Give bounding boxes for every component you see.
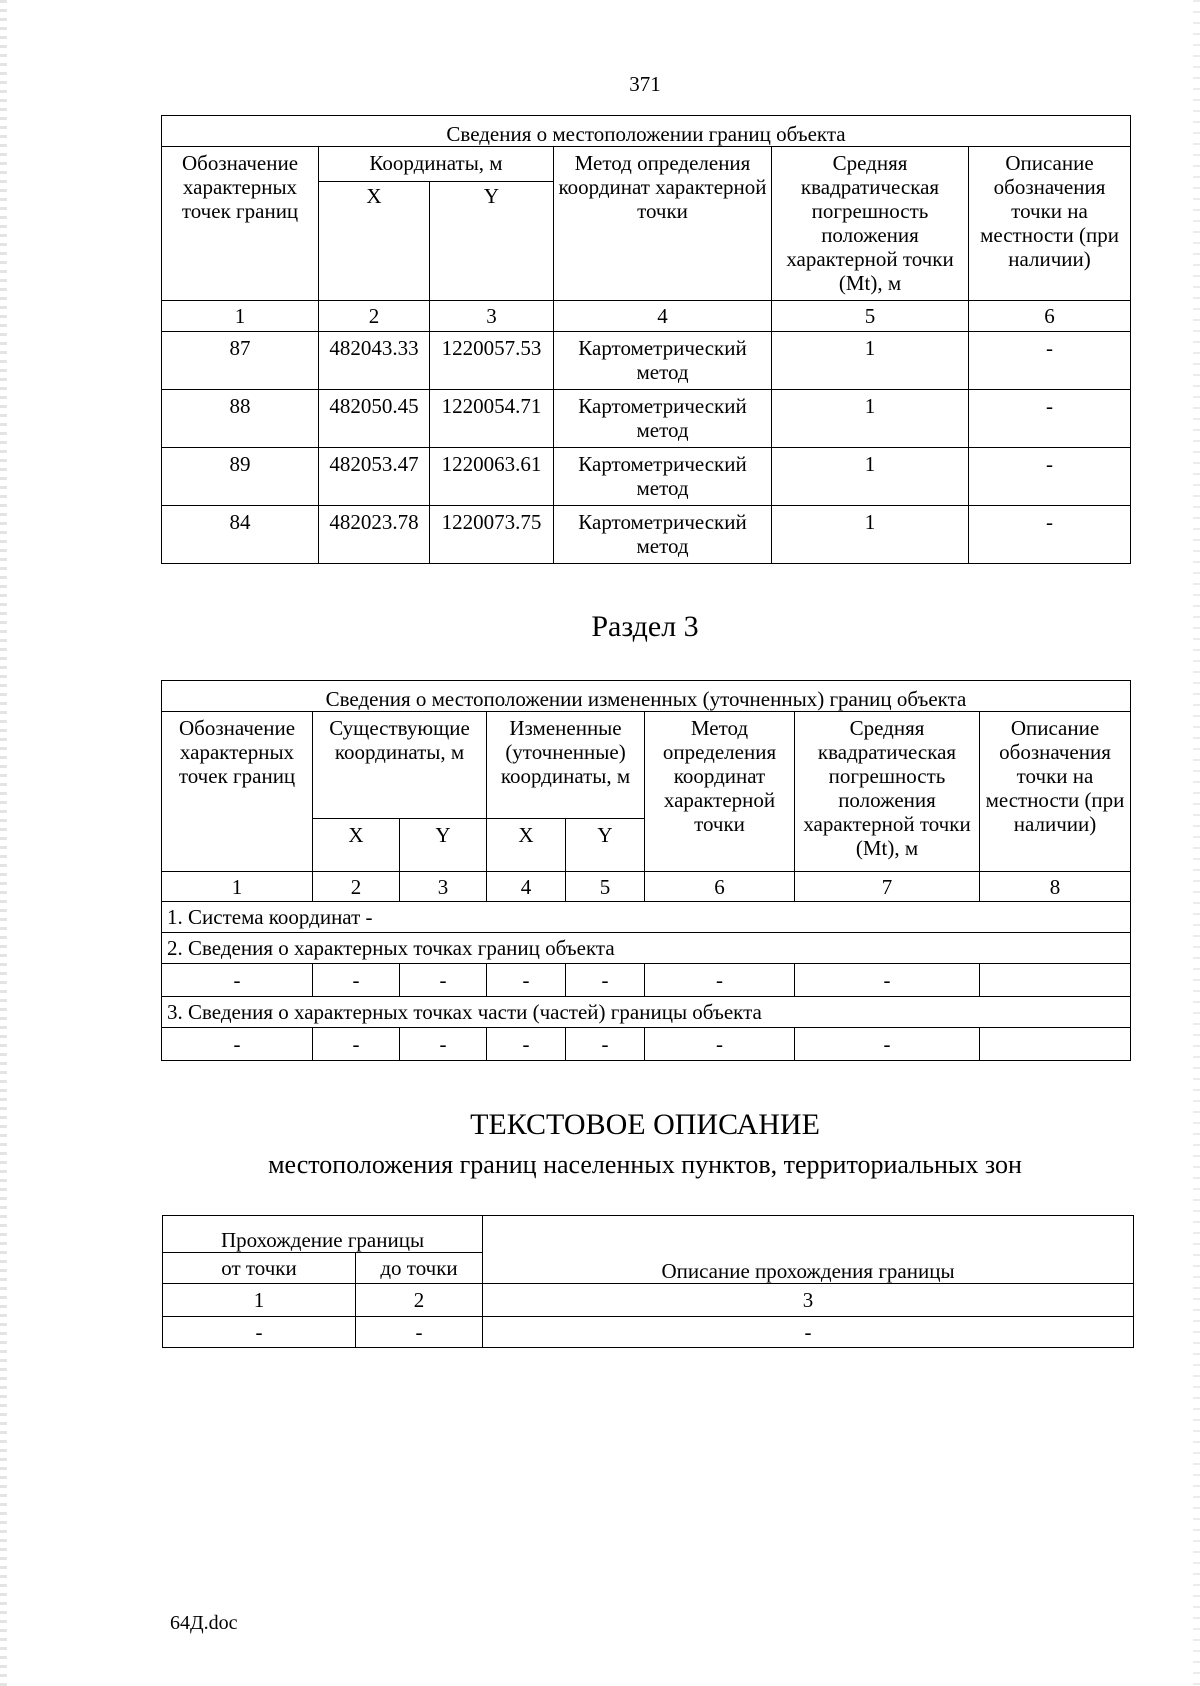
dash-cell: - xyxy=(400,1028,487,1061)
dash-cell: - xyxy=(487,1028,566,1061)
column-numbers-row xyxy=(162,301,1131,332)
x-cell: 482050.45 xyxy=(319,390,430,448)
header-passage: Прохождение границы xyxy=(163,1216,483,1253)
header-coordinates: Координаты, м xyxy=(319,147,554,182)
page-scan-edge-right xyxy=(1193,0,1200,1686)
header-changed-y: Y xyxy=(566,819,645,872)
point-cell: 87 xyxy=(162,332,319,390)
description-cell: - xyxy=(969,506,1131,564)
header-existing-coordinates: Существующие координаты, м xyxy=(313,712,487,819)
table-title: Сведения о местоположении измененных (уточненных) границ объекта xyxy=(162,681,1131,712)
page-number: 371 xyxy=(629,72,661,96)
dash-cell: - xyxy=(483,1317,1134,1348)
header-existing-x: X xyxy=(313,819,400,872)
y-cell: 1220057.53 xyxy=(430,332,554,390)
footer-filename: 64Д.doc xyxy=(170,1612,238,1634)
dash-cell: - xyxy=(795,1028,980,1061)
table-row xyxy=(162,506,1131,564)
description-cell: - xyxy=(969,332,1131,390)
header-passage-description: Описание прохождения границы xyxy=(483,1216,1134,1284)
column-numbers-row xyxy=(162,872,1131,902)
column-number: 8 xyxy=(980,872,1131,902)
header-changed-coordinates: Измененные (уточненные) координаты, м xyxy=(487,712,645,819)
x-cell: 482043.33 xyxy=(319,332,430,390)
point-cell: 84 xyxy=(162,506,319,564)
dash-cell: - xyxy=(313,1028,400,1061)
table-row xyxy=(163,1317,1134,1348)
error-cell: 1 xyxy=(772,506,969,564)
boundary-points-heading: 2. Сведения о характерных точках границ объекта xyxy=(162,933,1131,964)
header-designation: Обозначение характерных точек границ xyxy=(162,712,313,872)
dash-cell: - xyxy=(645,1028,795,1061)
y-cell: 1220063.61 xyxy=(430,448,554,506)
error-cell: 1 xyxy=(772,448,969,506)
column-number: 6 xyxy=(969,301,1131,332)
dash-cell: - xyxy=(313,964,400,997)
column-number: 1 xyxy=(162,301,319,332)
error-cell: 1 xyxy=(772,390,969,448)
column-number: 3 xyxy=(430,301,554,332)
table-row xyxy=(162,448,1131,506)
column-number: 6 xyxy=(645,872,795,902)
empty-cell xyxy=(980,1028,1131,1061)
column-number: 7 xyxy=(795,872,980,902)
text-description-title: ТЕКСТОВОЕ ОПИСАНИЕ xyxy=(470,1108,820,1141)
x-cell: 482053.47 xyxy=(319,448,430,506)
point-cell: 89 xyxy=(162,448,319,506)
table-row xyxy=(162,1028,1131,1061)
boundary-location-table xyxy=(161,115,1131,564)
table-row xyxy=(162,332,1131,390)
dash-cell: - xyxy=(795,964,980,997)
changed-boundary-table xyxy=(161,680,1131,1061)
boundary-passage-table xyxy=(162,1215,1134,1348)
coordinate-system-row: 1. Система координат - xyxy=(162,902,1131,933)
header-existing-y: Y xyxy=(400,819,487,872)
dash-cell: - xyxy=(566,1028,645,1061)
method-cell: Картометрический метод xyxy=(554,332,772,390)
header-changed-x: X xyxy=(487,819,566,872)
column-number: 1 xyxy=(162,872,313,902)
header-description: Описание обозначения точки на местности (при наличии) xyxy=(980,712,1131,872)
page-scan-edge-left xyxy=(0,0,7,1686)
description-cell: - xyxy=(969,390,1131,448)
table-title: Сведения о местоположении границ объекта xyxy=(162,116,1131,147)
column-number: 2 xyxy=(319,301,430,332)
description-cell: - xyxy=(969,448,1131,506)
header-y: Y xyxy=(430,182,554,301)
dash-cell: - xyxy=(645,964,795,997)
dash-cell: - xyxy=(163,1317,356,1348)
column-number: 2 xyxy=(313,872,400,902)
column-number: 5 xyxy=(772,301,969,332)
point-cell: 88 xyxy=(162,390,319,448)
empty-cell xyxy=(980,964,1131,997)
header-error: Средняя квадратическая погрешность положения характерной точки (Mt), м xyxy=(795,712,980,872)
column-numbers-row xyxy=(163,1284,1134,1317)
error-cell: 1 xyxy=(772,332,969,390)
section-title: Раздел 3 xyxy=(591,610,699,643)
y-cell: 1220054.71 xyxy=(430,390,554,448)
dash-cell: - xyxy=(487,964,566,997)
header-method: Метод определения координат характерной точки xyxy=(645,712,795,872)
column-number: 5 xyxy=(566,872,645,902)
x-cell: 482023.78 xyxy=(319,506,430,564)
header-from-point: от точки xyxy=(163,1253,356,1284)
method-cell: Картометрический метод xyxy=(554,390,772,448)
header-description: Описание обозначения точки на местности (при наличии) xyxy=(969,147,1131,301)
column-number: 1 xyxy=(163,1284,356,1317)
column-number: 3 xyxy=(400,872,487,902)
y-cell: 1220073.75 xyxy=(430,506,554,564)
column-number: 4 xyxy=(487,872,566,902)
header-x: X xyxy=(319,182,430,301)
header-error: Средняя квадратическая погрешность положения характерной точки (Mt), м xyxy=(772,147,969,301)
column-number: 2 xyxy=(356,1284,483,1317)
header-method: Метод определения координат характерной точки xyxy=(554,147,772,301)
dash-cell: - xyxy=(162,1028,313,1061)
dash-cell: - xyxy=(356,1317,483,1348)
table-row xyxy=(162,964,1131,997)
table-row xyxy=(162,390,1131,448)
header-designation: Обозначение характерных точек границ xyxy=(162,147,319,301)
dash-cell: - xyxy=(162,964,313,997)
column-number: 4 xyxy=(554,301,772,332)
header-to-point: до точки xyxy=(356,1253,483,1284)
boundary-part-points-heading: 3. Сведения о характерных точках части (частей) границы объекта xyxy=(162,997,1131,1028)
dash-cell: - xyxy=(566,964,645,997)
method-cell: Картометрический метод xyxy=(554,506,772,564)
dash-cell: - xyxy=(400,964,487,997)
text-description-subtitle: местоположения границ населенных пунктов, территориальных зон xyxy=(268,1150,1022,1179)
method-cell: Картометрический метод xyxy=(554,448,772,506)
column-number: 3 xyxy=(483,1284,1134,1317)
